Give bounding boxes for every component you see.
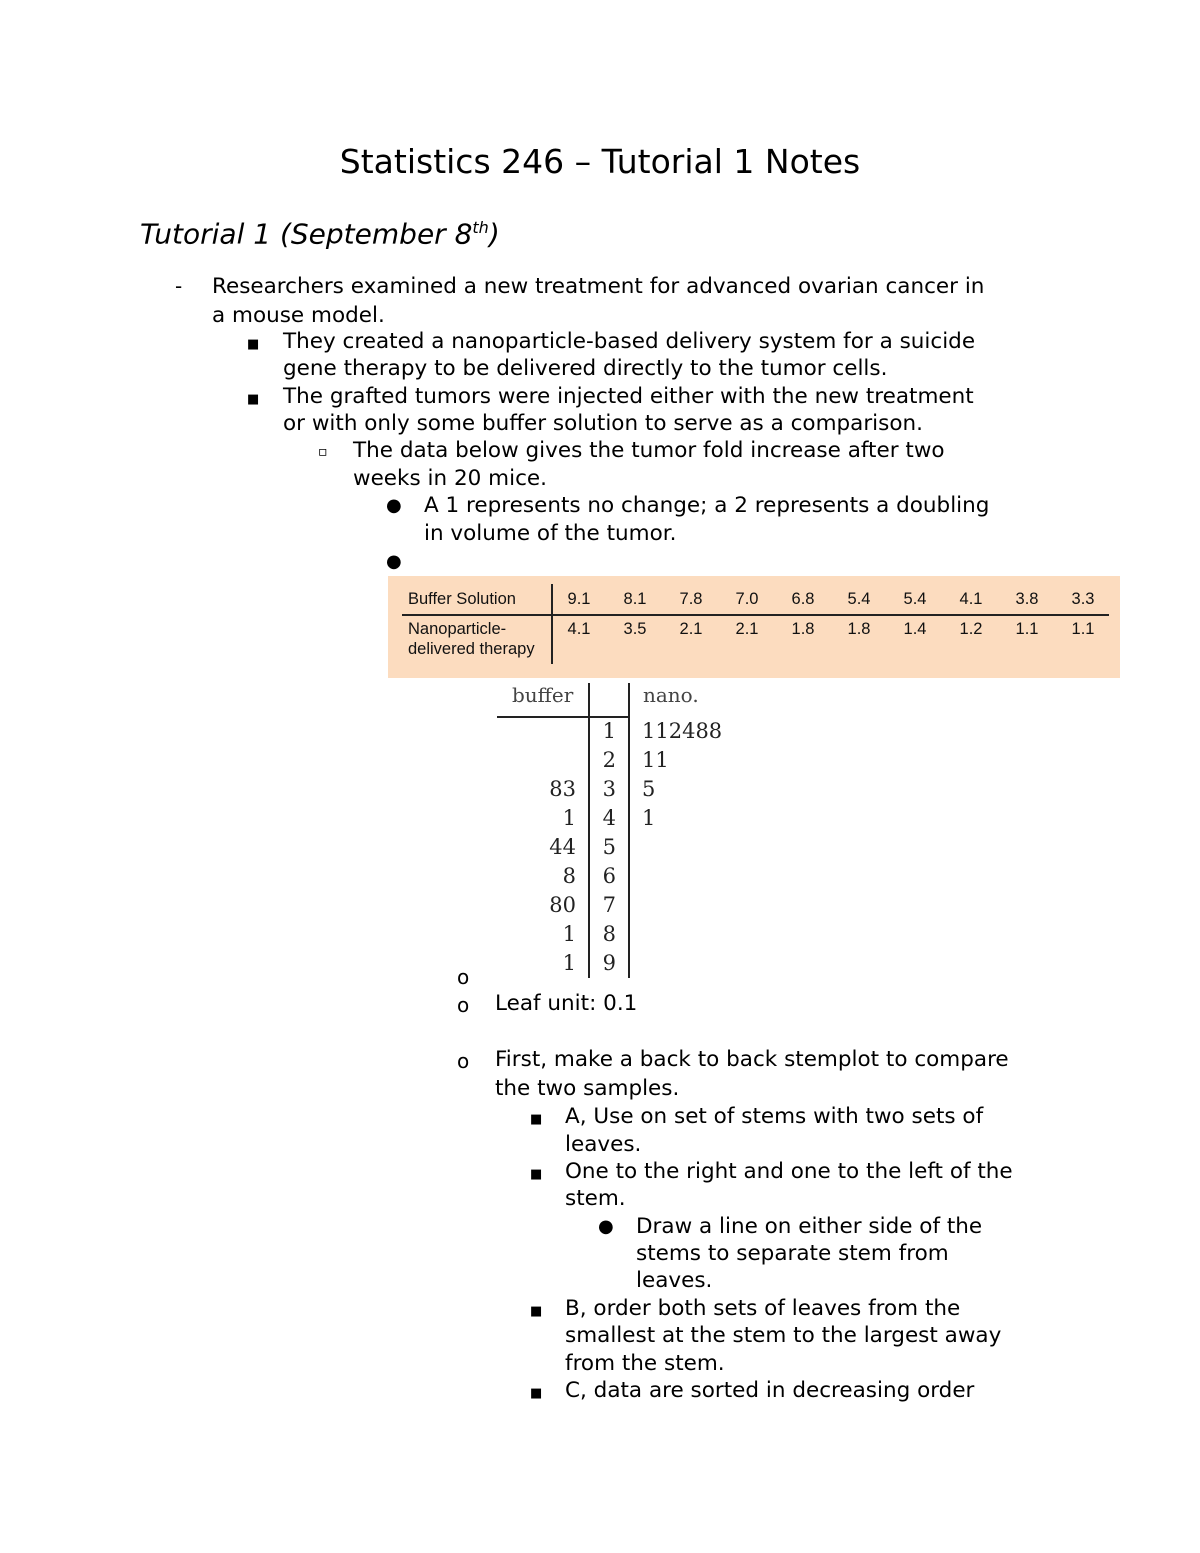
sub2-line-2: or with only some buffer solution to serve as a comparison.	[283, 411, 923, 436]
square-bullet-icon: ■	[530, 1386, 543, 1401]
table-cell: 2.1	[679, 620, 703, 638]
square-bullet-icon: ■	[530, 1112, 543, 1127]
intro-line-1: Researchers examined a new treatment for advanced ovarian cancer in	[212, 274, 985, 299]
stemplot-right-leaves: 11	[642, 748, 669, 772]
stemplot-left-leaves: 44	[549, 835, 576, 859]
table-cell: 8.1	[623, 590, 647, 608]
section-heading	[140, 208, 500, 254]
dash-bullet: -	[175, 274, 183, 298]
sub1-line-1: They created a nanoparticle-based delivery system for a suicide	[283, 329, 976, 354]
table-cell: 1.1	[1071, 620, 1095, 638]
sub3-line-1: The data below gives the tumor fold increase after two	[353, 438, 945, 463]
table-cell: 4.1	[567, 620, 591, 638]
table-cell: 1.8	[847, 620, 871, 638]
row-label-buffer: Buffer Solution	[408, 590, 516, 608]
dot-bullet-icon: ●	[386, 495, 402, 516]
stemplot-stem: 1	[602, 719, 616, 743]
square-bullet-icon: ■	[247, 392, 260, 407]
heading-superscript: th	[472, 218, 489, 237]
table-cell: 3.8	[1015, 590, 1039, 608]
sub2-line-1: The grafted tumors were injected either with the new treatment	[283, 384, 974, 409]
stemplot-left-leaves: 80	[549, 893, 576, 917]
item-a-line-1: A, Use on set of stems with two sets of	[565, 1104, 984, 1129]
row-label-nano-2: delivered therapy	[408, 640, 535, 658]
table-cell: 9.1	[567, 590, 591, 608]
stemplot-right-leaves: 112488	[642, 719, 723, 743]
circle-bullet-icon: o	[457, 993, 470, 1017]
table-cell: 1.2	[959, 620, 983, 638]
stemplot-left-leaves: 1	[562, 806, 576, 830]
table-cell: 5.4	[847, 590, 871, 608]
table-cell: 4.1	[959, 590, 983, 608]
stemplot-right-leaves: 5	[642, 777, 656, 801]
stemplot-stem: 9	[602, 951, 616, 975]
sub1-line-2: gene therapy to be delivered directly to the tumor cells.	[283, 356, 888, 381]
stemplot-stem: 6	[602, 864, 616, 888]
stemplot-stem: 2	[602, 748, 616, 772]
item-draw-line-2: stems to separate stem from	[636, 1241, 949, 1266]
table-cell: 5.4	[903, 590, 927, 608]
stemplot-left-rule	[588, 683, 590, 978]
table-cell: 1.8	[791, 620, 815, 638]
item-b-line-3: from the stem.	[565, 1351, 725, 1376]
stemplot-stem: 5	[602, 835, 616, 859]
table-cell: 1.1	[1015, 620, 1039, 638]
stemplot-left-leaves: 8	[562, 864, 576, 888]
table-cell: 3.3	[1071, 590, 1095, 608]
table-cell: 6.8	[791, 590, 815, 608]
first-line-1: First, make a back to back stemplot to compare	[495, 1047, 1009, 1072]
square-bullet-icon: ■	[530, 1304, 543, 1319]
square-bullet-icon: ■	[247, 337, 260, 352]
stemplot-left-leaves: 1	[562, 922, 576, 946]
sub4-line-2: in volume of the tumor.	[424, 521, 677, 546]
stemplot-right-leaves: 1	[642, 806, 656, 830]
item-a-line-2: leaves.	[565, 1132, 642, 1157]
item-b-line-1: B, order both sets of leaves from the	[565, 1296, 961, 1321]
stemplot-stem: 4	[602, 806, 616, 830]
dot-bullet-icon: ●	[598, 1216, 614, 1237]
sub4-line-1: A 1 represents no change; a 2 represents a doubling	[424, 493, 990, 518]
tumor-data-table	[388, 576, 1120, 678]
table-cell: 7.0	[735, 590, 759, 608]
first-line-2: the two samples.	[495, 1076, 680, 1101]
leaf-unit-text: Leaf unit: 0.1	[495, 991, 638, 1016]
row-label-nano-1: Nanoparticle-	[408, 620, 507, 638]
square-bullet-icon: ■	[530, 1167, 543, 1182]
heading-text: Tutorial 1 (September 8	[140, 217, 473, 251]
item-b-line-2: smallest at the stem to the largest away	[565, 1323, 1002, 1348]
sub3-line-2: weeks in 20 mice.	[353, 466, 547, 491]
stemplot-left-leaves: 83	[549, 777, 576, 801]
stemplot-right-rule	[628, 683, 630, 978]
table-cell: 2.1	[735, 620, 759, 638]
stemplot-stem: 3	[602, 777, 616, 801]
document-title: Statistics 246 – Tutorial 1 Notes	[339, 142, 861, 181]
table-horizontal-rule	[402, 614, 1109, 616]
table-cell: 1.4	[903, 620, 927, 638]
hollow-square-bullet-icon: ▫	[318, 444, 328, 460]
circle-bullet-icon: o	[457, 1049, 470, 1073]
table-cell: 7.8	[679, 590, 703, 608]
table-cell: 3.5	[623, 620, 647, 638]
item-c-line-1: C, data are sorted in decreasing order	[565, 1378, 975, 1403]
item-one-line-1: One to the right and one to the left of the	[565, 1159, 1013, 1184]
heading-close: )	[488, 217, 500, 251]
stemplot-left-leaves: 1	[562, 951, 576, 975]
stemplot-left-header: buffer	[512, 683, 574, 707]
intro-line-2: a mouse model.	[212, 303, 385, 328]
item-draw-line-3: leaves.	[636, 1268, 713, 1293]
stemplot-right-header: nano.	[643, 683, 699, 707]
stemplot-stem: 7	[602, 893, 616, 917]
stemplot-stem: 8	[602, 922, 616, 946]
item-one-line-2: stem.	[565, 1186, 626, 1211]
item-draw-line-1: Draw a line on either side of the	[636, 1214, 983, 1239]
circle-bullet-icon: o	[457, 965, 470, 989]
dot-bullet-icon: ●	[386, 551, 402, 572]
